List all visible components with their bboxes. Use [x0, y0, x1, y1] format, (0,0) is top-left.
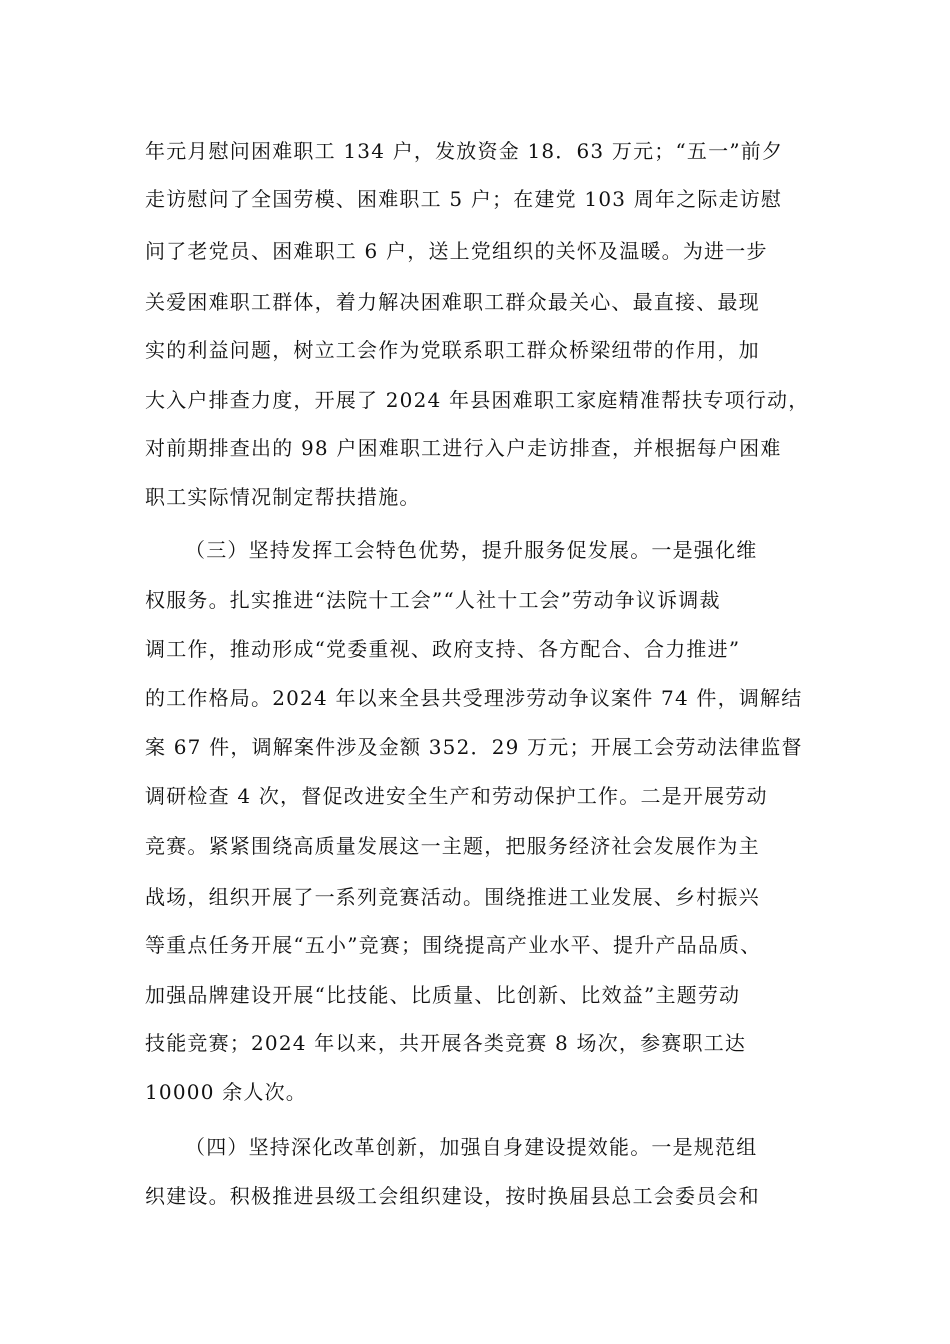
text-line: 技能竞赛；2024 年以来，共开展各类竞赛 8 场次，参赛职工达 [145, 1031, 747, 1055]
paragraph-heading-line: （四）坚持深化改革创新，加强自身建设提效能。一是规范组 [185, 1135, 758, 1159]
text-line: 调研检查 4 次，督促改进安全生产和劳动保护工作。二是开展劳动 [145, 784, 768, 808]
text-line: 问了老党员、困难职工 6 户，送上党组织的关怀及温暖。为进一步 [145, 239, 768, 263]
text-line: 调工作，推动形成“党委重视、政府支持、各方配合、合力推进” [145, 637, 741, 661]
text-line: 战场，组织开展了一系列竞赛活动。围绕推进工业发展、乡村振兴 [145, 885, 760, 909]
text-line: 案 67 件，调解案件涉及金额 352．29 万元；开展工会劳动法律监督 [145, 735, 803, 759]
text-line: 实的利益问题，树立工会作为党联系职工群众桥梁纽带的作用，加 [145, 338, 760, 362]
text-line: 加强品牌建设开展“比技能、比质量、比创新、比效益”主题劳动 [145, 983, 741, 1007]
text-line: 等重点任务开展“五小”竞赛；围绕提高产业水平、提升产品品质、 [145, 933, 762, 957]
text-line: 的工作格局。2024 年以来全县共受理涉劳动争议案件 74 件，调解结 [145, 686, 803, 710]
text-line: 10000 余人次。 [145, 1080, 307, 1104]
paragraph-heading-line: （三）坚持发挥工会特色优势，提升服务促发展。一是强化维 [185, 538, 758, 562]
text-line: 织建设。积极推进县级工会组织建设，按时换届县总工会委员会和 [145, 1184, 760, 1208]
text-line: 权服务。扎实推进“法院十工会”“人社十工会”劳动争议诉调裁 [145, 588, 721, 612]
text-line: 走访慰问了全国劳模、困难职工 5 户；在建党 103 周年之际走访慰 [145, 187, 783, 211]
text-line: 关爱困难职工群体，着力解决困难职工群众最关心、最直接、最现 [145, 290, 760, 314]
text-line: 年元月慰问困难职工 134 户，发放资金 18．63 万元；“五一”前夕 [145, 139, 784, 163]
text-line: 大入户排查力度，开展了 2024 年县困难职工家庭精准帮扶专项行动， [145, 388, 810, 412]
text-line: 职工实际情况制定帮扶措施。 [145, 485, 421, 509]
text-line: 竞赛。紧紧围绕高质量发展这一主题，把服务经济社会发展作为主 [145, 834, 760, 858]
text-line: 对前期排查出的 98 户困难职工进行入户走访排查，并根据每户困难 [145, 436, 782, 460]
